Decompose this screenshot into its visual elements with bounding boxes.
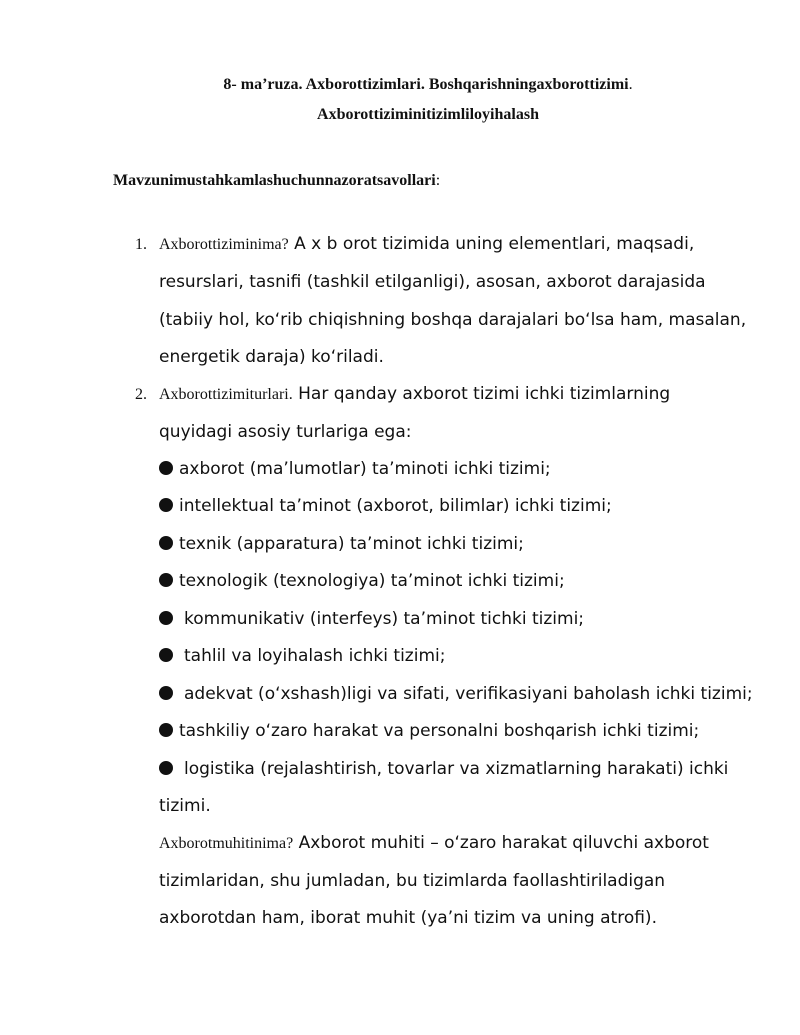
- bullet-dot-icon: [159, 611, 173, 625]
- bullet-dot-icon: [159, 648, 173, 662]
- environment-line-3: axborotdan ham, iborat muhit (ya’ni tizim va uning atrofi).: [159, 908, 657, 928]
- bullet-dot-icon: [159, 723, 173, 737]
- question-1-line-1: [159, 233, 694, 256]
- bullet-continuation: tizimi.: [159, 796, 211, 816]
- bullet-item: [159, 645, 445, 667]
- bullet-text: axborot (ma’lumotlar) ta’minoti ichki tizimi;: [179, 459, 551, 479]
- question-2-line-2: quyidagi asosiy turlariga ega:: [159, 422, 412, 442]
- bullet-text: tahlil va loyihalash ichki tizimi;: [184, 646, 446, 666]
- lecture-title-line-1: [28, 76, 800, 94]
- question-1-line-2: resurslari, tasnifi (tashkil etilganligi), asosan, axborot darajasida: [159, 272, 706, 292]
- lecture-title-period: .: [628, 76, 633, 93]
- bullet-item: [159, 458, 551, 480]
- bullet-item: [159, 720, 699, 742]
- question-1-text-1: A x b orot tizimida uning elementlari, maqsadi,: [288, 234, 695, 254]
- bullet-dot-icon: [159, 761, 173, 775]
- bullet-dot-icon: [159, 461, 173, 475]
- bullet-text: adekvat (o‘xshash)ligi va sifati, verifikasiyani baholash ichki tizimi;: [184, 684, 753, 704]
- environment-line-1: [159, 832, 709, 855]
- bullet-item: [159, 758, 728, 780]
- environment-lead: Axborotmuhitinima?: [159, 835, 294, 852]
- question-1-line-4: energetik daraja) ko‘riladi.: [159, 347, 384, 367]
- question-2-line-1: [159, 383, 670, 406]
- question-1-lead: Axborottiziminima?: [159, 236, 289, 253]
- environment-line-2: tizimlaridan, shu jumladan, bu tizimlarda faollashtiriladigan: [159, 871, 666, 891]
- environment-text-1: Axborot muhiti – o‘zaro harakat qiluvchi axborot: [293, 833, 709, 853]
- lecture-title-text: 8- ma’ruza. Axborottizimlari. Boshqarishningaxborottizimi: [223, 76, 629, 93]
- section-heading-text: Mavzunimustahkamlashuchunnazoratsavollari: [113, 172, 436, 189]
- bullet-text: texnik (apparatura) ta’minot ichki tizimi;: [179, 534, 524, 554]
- bullet-item: [159, 570, 565, 592]
- bullet-item: [159, 683, 753, 705]
- bullet-text: tashkiliy o‘zaro harakat va personalni boshqarish ichki tizimi;: [179, 721, 700, 741]
- bullet-dot-icon: [159, 498, 173, 512]
- bullet-text: texnologik (texnologiya) ta’minot ichki tizimi;: [179, 571, 565, 591]
- section-heading: [113, 172, 440, 190]
- section-heading-colon: :: [435, 172, 441, 189]
- bullet-item: [159, 608, 584, 630]
- bullet-item: [159, 533, 524, 555]
- question-2-number: 2.: [135, 386, 147, 403]
- question-1-line-3: (tabiiy hol, ko‘rib chiqishning boshqa darajalari bo‘lsa ham, masalan,: [159, 310, 747, 330]
- question-2-text-1: Har qanday axborot tizimi ichki tizimlarning: [292, 384, 671, 404]
- bullet-item: [159, 495, 612, 517]
- bullet-text: logistika (rejalashtirish, tovarlar va xizmatlarning harakati) ichki: [184, 759, 729, 779]
- bullet-dot-icon: [159, 686, 173, 700]
- bullet-text: kommunikativ (interfeys) ta’minot tichki tizimi;: [184, 609, 585, 629]
- question-1-number: 1.: [135, 236, 147, 253]
- bullet-text: intellektual ta’minot (axborot, bilimlar) ichki tizimi;: [179, 496, 612, 516]
- bullet-dot-icon: [159, 573, 173, 587]
- question-2-lead: Axborottizimiturlari.: [159, 386, 293, 403]
- lecture-title-line-2: Axborottiziminitizimliloyihalash: [317, 106, 539, 123]
- bullet-dot-icon: [159, 536, 173, 550]
